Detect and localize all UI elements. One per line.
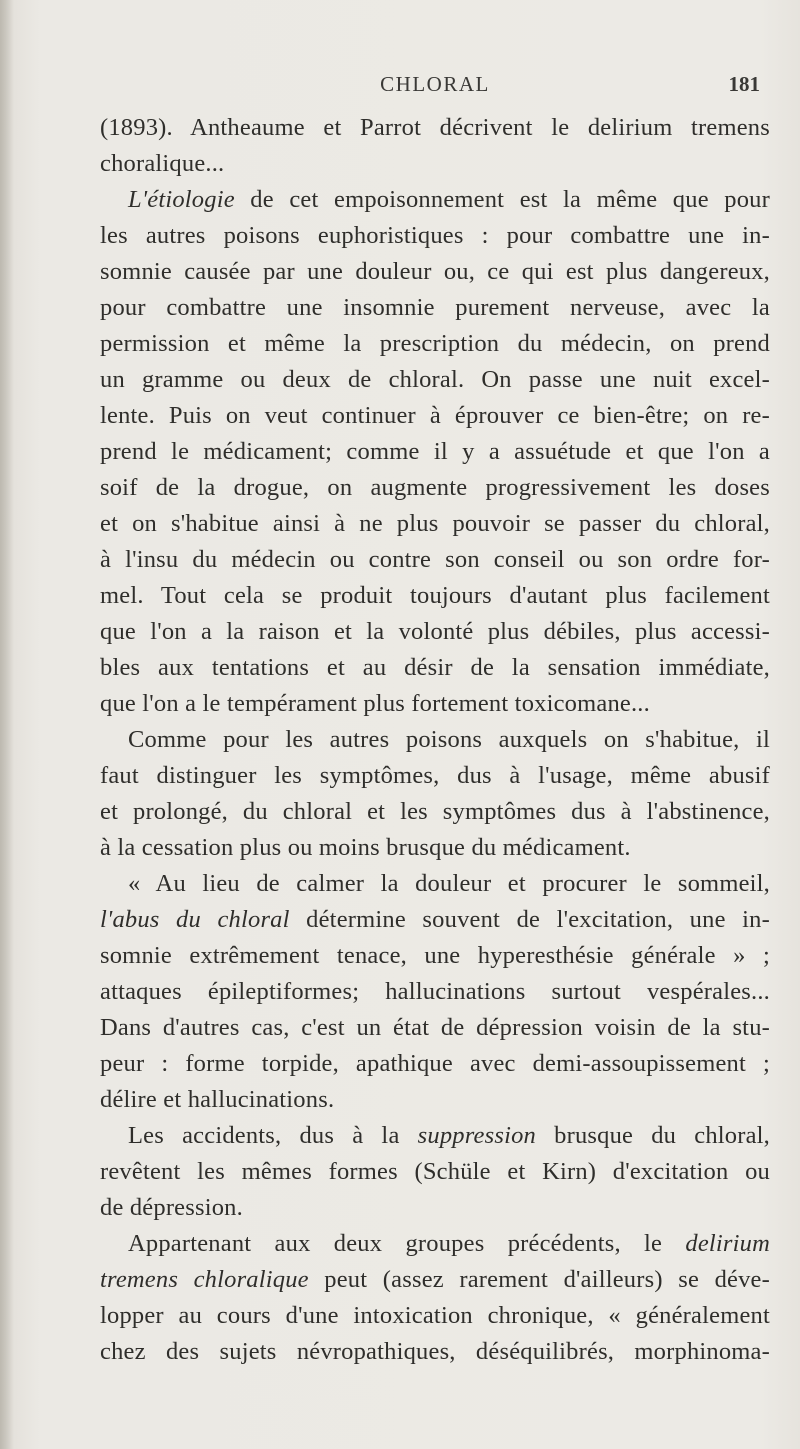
text-line: l'abus du chloral détermine souvent de l'excitation, une in- (100, 906, 770, 933)
text-line: somnie causée par une douleur ou, ce qui est plus dangereux, (100, 258, 770, 285)
text-line: et on s'habitue ainsi à ne plus pouvoir se passer du chloral, (100, 510, 770, 537)
text-line: chez des sujets névropathiques, déséquilibrés, morphinoma- (100, 1338, 770, 1365)
page-number: 181 (728, 72, 760, 96)
text-line: pour combattre une insomnie purement nerveuse, avec la (100, 294, 770, 321)
text-line: Dans d'autres cas, c'est un état de dépression voisin de la stu- (100, 1014, 770, 1041)
text-line: lopper au cours d'une intoxication chronique, « généralement (100, 1302, 770, 1329)
text-line: somnie extrêmement tenace, une hyperesthésie générale » ; (100, 942, 770, 969)
text-line: les autres poisons euphoristiques : pour combattre une in- (100, 222, 770, 249)
text-line: et prolongé, du chloral et les symptômes dus à l'abstinence, (100, 798, 770, 825)
text-line: un gramme ou deux de chloral. On passe une nuit excel- (100, 366, 770, 393)
text-line: soif de la drogue, on augmente progressivement les doses (100, 474, 770, 501)
text-line: faut distinguer les symptômes, dus à l'usage, même abusif (100, 762, 770, 789)
text-line: Les accidents, dus à la suppression brusque du chloral, (128, 1122, 770, 1149)
text-line: délire et hallucinations. (100, 1086, 335, 1113)
running-head (110, 72, 760, 102)
text-line: à la cessation plus ou moins brusque du médicament. (100, 834, 631, 861)
text-line: L'étiologie de cet empoisonnement est la même que pour (128, 186, 770, 213)
text-line: tremens chloralique peut (assez rarement d'ailleurs) se déve- (100, 1266, 770, 1293)
text-line: (1893). Antheaume et Parrot décrivent le delirium tremens (100, 114, 770, 141)
text-line: peur : forme torpide, apathique avec demi-assoupissement ; (100, 1050, 770, 1077)
text-line: que l'on a la raison et la volonté plus débiles, plus accessi- (100, 618, 770, 645)
text-line: de dépression. (100, 1194, 243, 1221)
text-line: que l'on a le tempérament plus fortement toxicomane... (100, 690, 650, 717)
text-line: mel. Tout cela se produit toujours d'autant plus facilement (100, 582, 770, 609)
text-line: choralique... (100, 150, 225, 177)
text-line: permission et même la prescription du médecin, on prend (100, 330, 770, 357)
binding-gutter-shadow (0, 0, 14, 1449)
text-line: lente. Puis on veut continuer à éprouver ce bien-être; on re- (100, 402, 770, 429)
text-line: à l'insu du médecin ou contre son conseil ou son ordre for- (100, 546, 770, 573)
text-line: prend le médicament; comme il y a assuétude et que l'on a (100, 438, 770, 465)
text-line: bles aux tentations et au désir de la sensation immédiate, (100, 654, 770, 681)
text-line: Appartenant aux deux groupes précédents, le delirium (128, 1230, 770, 1257)
text-line: Comme pour les autres poisons auxquels on s'habitue, il (128, 726, 770, 753)
body-text (100, 110, 770, 1370)
running-title: CHLORAL (380, 72, 490, 96)
text-line: attaques épileptiformes; hallucinations surtout vespérales... (100, 978, 770, 1005)
text-line: revêtent les mêmes formes (Schüle et Kirn) d'excitation ou (100, 1158, 770, 1185)
text-line: « Au lieu de calmer la douleur et procurer le sommeil, (128, 870, 770, 897)
